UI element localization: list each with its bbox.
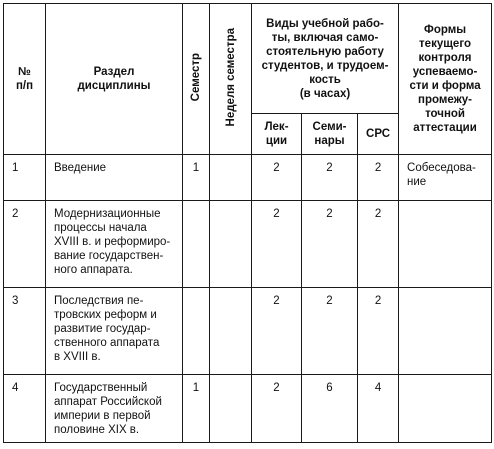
header-week: [210, 4, 252, 155]
row-num: 1: [4, 155, 46, 201]
row-section: Последствия пе- тровских реформ и развитие государ- ственного аппарата в XVIII в.: [46, 288, 183, 375]
header-seminars: Семи- нары: [302, 114, 358, 155]
row-forms: [399, 201, 492, 288]
row-seminars: 2: [302, 288, 358, 375]
row-section: Модернизационные процессы начала XVIII в. и реформиро- вание государствен- ного аппарата.: [46, 201, 183, 288]
row-srs: 4: [358, 375, 399, 443]
row-srs: 2: [358, 155, 399, 201]
row-week: [210, 201, 252, 288]
row-srs: 2: [358, 288, 399, 375]
row-week: [210, 155, 252, 201]
header-work-types: Виды учебной рабо- ты, включая само- стоятельную работу студентов, и трудоем- кость (в часах): [252, 4, 399, 114]
header-week-label: Неделя семестра: [224, 27, 237, 127]
header-row-top: [4, 4, 492, 114]
header-semester: [183, 4, 210, 155]
row-seminars: 6: [302, 375, 358, 443]
table-row: [4, 155, 492, 201]
row-week: [210, 375, 252, 443]
table-row: [4, 288, 492, 375]
header-semester-label: Семестр: [190, 52, 202, 102]
row-lectures: 2: [252, 201, 302, 288]
row-lectures: 2: [252, 155, 302, 201]
row-section: Государственный аппарат Российской империи в первой половине XIX в.: [46, 375, 183, 443]
table-row: [4, 375, 492, 443]
row-num: 4: [4, 375, 46, 443]
header-srs: СРС: [358, 114, 399, 155]
row-seminars: 2: [302, 155, 358, 201]
row-num: 3: [4, 288, 46, 375]
row-semester: [183, 288, 210, 375]
header-section: Раздел дисциплины: [46, 4, 183, 155]
row-forms: Собеседова- ние: [399, 155, 492, 201]
row-week: [210, 288, 252, 375]
row-num: 2: [4, 201, 46, 288]
header-num: № п/п: [4, 4, 46, 155]
row-lectures: 2: [252, 375, 302, 443]
row-semester: 1: [183, 155, 210, 201]
row-section: Введение: [46, 155, 183, 201]
curriculum-table: [3, 3, 492, 443]
row-srs: 2: [358, 201, 399, 288]
header-forms: Формы текущего контроля успеваемо- сти и форма промежу- точной аттестации: [399, 4, 492, 155]
row-seminars: 2: [302, 201, 358, 288]
table-row: [4, 201, 492, 288]
row-semester: 1: [183, 375, 210, 443]
row-semester: [183, 201, 210, 288]
row-forms: [399, 288, 492, 375]
row-lectures: 2: [252, 288, 302, 375]
row-forms: [399, 375, 492, 443]
header-lectures: Лек- ции: [252, 114, 302, 155]
